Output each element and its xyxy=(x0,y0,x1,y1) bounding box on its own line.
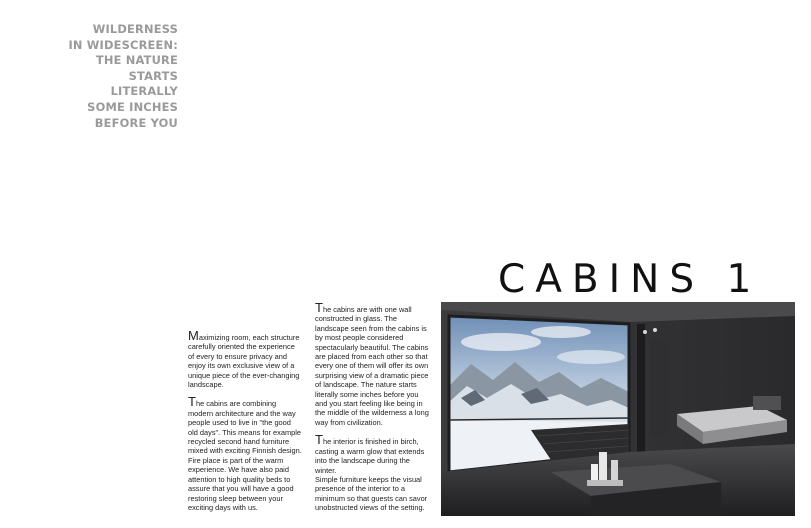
initial-letter: T xyxy=(188,394,196,410)
tagline xyxy=(8,22,178,131)
initial-letter: T xyxy=(315,300,323,315)
text-column-left xyxy=(188,328,302,520)
cabin-interior-photo xyxy=(441,302,795,516)
tagline-line: LITERALLY xyxy=(110,84,178,99)
paragraph xyxy=(315,432,432,475)
paragraph-text: he cabins are with one wall constructed in glass. The landscape seen from the cabins is by most people considered spectacularly beautiful. The cabins are placed from each other so that every one of them will offer its own surprising view of a dramatic piece of landscape. The nature starts literally some inches before you and you start feeling like being in the middle of the wilderness a long way from civilization. xyxy=(315,305,429,427)
tagline-line: THE NATURE xyxy=(95,53,178,68)
paragraph-text: he cabins are combining modern architecture and the way people used to live in "the good old days". This means for example recycled second hand furniture mixed with exciting Finnish design. Fire place is part of the warm experience. We have also paid attention to high quality beds to assure that you will have a good restoring sleep between your exciting days with us. xyxy=(188,399,302,512)
paragraph xyxy=(188,394,302,512)
initial-letter: T xyxy=(315,432,323,448)
paragraph xyxy=(315,300,432,427)
tagline-line: IN WIDESCREEN: xyxy=(68,37,178,52)
paragraph-text: he interior is finished in birch, casting a warm glow that extends into the landscape during the winter. xyxy=(315,437,425,475)
tagline-line: SOME INCHES xyxy=(87,99,178,114)
tagline-line: STARTS xyxy=(128,68,178,83)
tagline-line: WILDERNESS xyxy=(92,22,178,36)
paragraph: Simple furniture keeps the visual presence of the interior to a minimum so that guests can savor unobstructed views of the setting. xyxy=(315,474,428,513)
initial-letter: M xyxy=(188,328,199,343)
paragraph xyxy=(188,328,302,390)
text-column-right xyxy=(315,300,432,521)
paragraph-text: aximizing room, each structure carefully oriented the experience of every to ensure privacy and enjoy its own exclusive view of a unique piece of the ever-changing landscape. xyxy=(188,333,300,390)
tagline-line: BEFORE YOU xyxy=(94,115,178,130)
page-title: CABINS 1 xyxy=(498,257,762,302)
